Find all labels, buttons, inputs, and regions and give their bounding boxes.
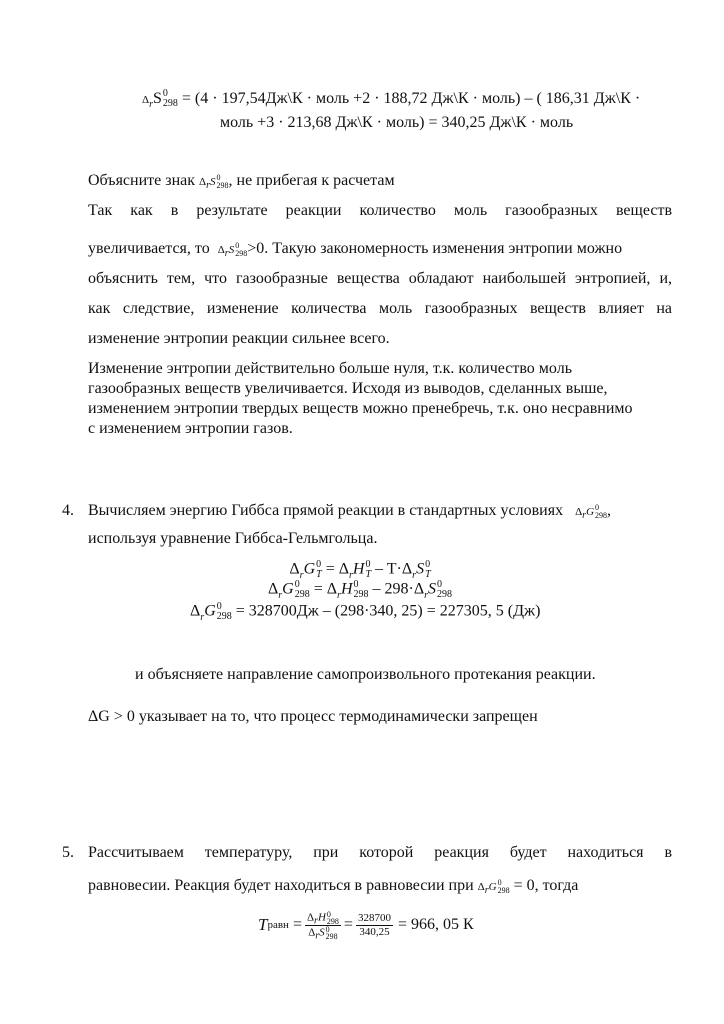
explain-p2-line3: изменением энтропии твердых веществ можно пренебречь, т.к. оно несравнимо (88, 400, 633, 417)
gibbs-equation-3: $\Delta_rG$ 0 298 = 328700Дж – (298·340, 25) = 227305, 5 (Дж) (190, 601, 541, 623)
explain-p1-line4: как следствие, изменение количества моль газообразных веществ влияет на (88, 300, 672, 317)
entropy-symbol: $\Delta_rS$ 0 298 (142, 88, 178, 111)
equilibrium-temperature-formula: T равн = $\Delta_rH$ 0 298 $\Delta_rS$ 0 298 = $\frac{328700}{340,25}$ = 966, 05 К (258, 909, 474, 942)
gibbs-equation-2: $\Delta_rG$ 0 298 = $\Delta_rH$ 0 298 – $298\cdot\Delta_rS$ 0 298 (267, 579, 453, 601)
explain-p2-line2: газообразных веществ увеличивается. Исходя из выводов, сделанных выше, (88, 380, 608, 397)
section4-conclusion1: и объясняете направление самопроизвольного протекания реакции. (135, 666, 596, 683)
entropy-symbol-inline: $\Delta_rS$ 0 298 (199, 173, 229, 192)
explain-p2-line1: Изменение энтропии действительно больше нуля, т.к. количество моль (88, 360, 572, 377)
explain-p2-line4: с изменением энтропии газов. (88, 420, 293, 437)
section5-line2: равновесии. Реакция будет находиться в равновесии при $\Delta_rG$ 0 298 = 0, тогда (88, 877, 579, 897)
entropy-formula (142, 88, 682, 111)
section5-number: 5. (62, 844, 74, 861)
fraction-numeric: $\frac{328700}{340,25}$ (357, 911, 391, 938)
explain-p1-line3: объяснить тем, что газообразные вещества обладают наибольшей энтропией, и, (88, 270, 672, 287)
fraction-H-over-S: $\Delta_rH$ 0 298 $\Delta_rS$ 0 298 (306, 909, 339, 942)
section5-line1: Рассчитываем температуру, при которой реакция будет находиться в (88, 844, 672, 861)
entropy-formula-line1: = (4 · 197,54Дж\К · моль +2 · 188,72 Дж\К · моль) – ( 186,31 Дж\К · (181, 90, 641, 107)
explain-p1-line1: Так как в результате реакции количество моль газообразных веществ (88, 202, 672, 219)
entropy-formula-line2: моль +3 · 213,68 Дж\К · моль) = 340,25 Дж\К · моль (220, 114, 574, 131)
explain-p1-line5: изменение энтропии реакции сильнее всего. (88, 330, 390, 347)
section4-line1: Вычисляем энергию Гиббса прямой реакции в стандартных условиях $\Delta_rG$ 0 298 , (88, 502, 612, 522)
explain-p1-line2: увеличивается, то $\Delta_rS$ 0 298 >0. Такую закономерность изменения энтропии можно (88, 240, 623, 260)
section4-number: 4. (62, 502, 74, 519)
section4-line2: используя уравнение Гиббса-Гельмгольца. (88, 530, 378, 547)
section4-conclusion2: ΔG > 0 указывает на то, что процесс термодинамически запрещен (88, 708, 538, 725)
gibbs-equation-1: $\Delta_rG$ 0 T = $\Delta_rH$ 0 T – $T\cdot\Delta_rS$ 0 T (289, 559, 431, 581)
explain-question: Объясните знак $\Delta_rS$ 0 298 , не прибегая к расчетам (88, 172, 395, 192)
